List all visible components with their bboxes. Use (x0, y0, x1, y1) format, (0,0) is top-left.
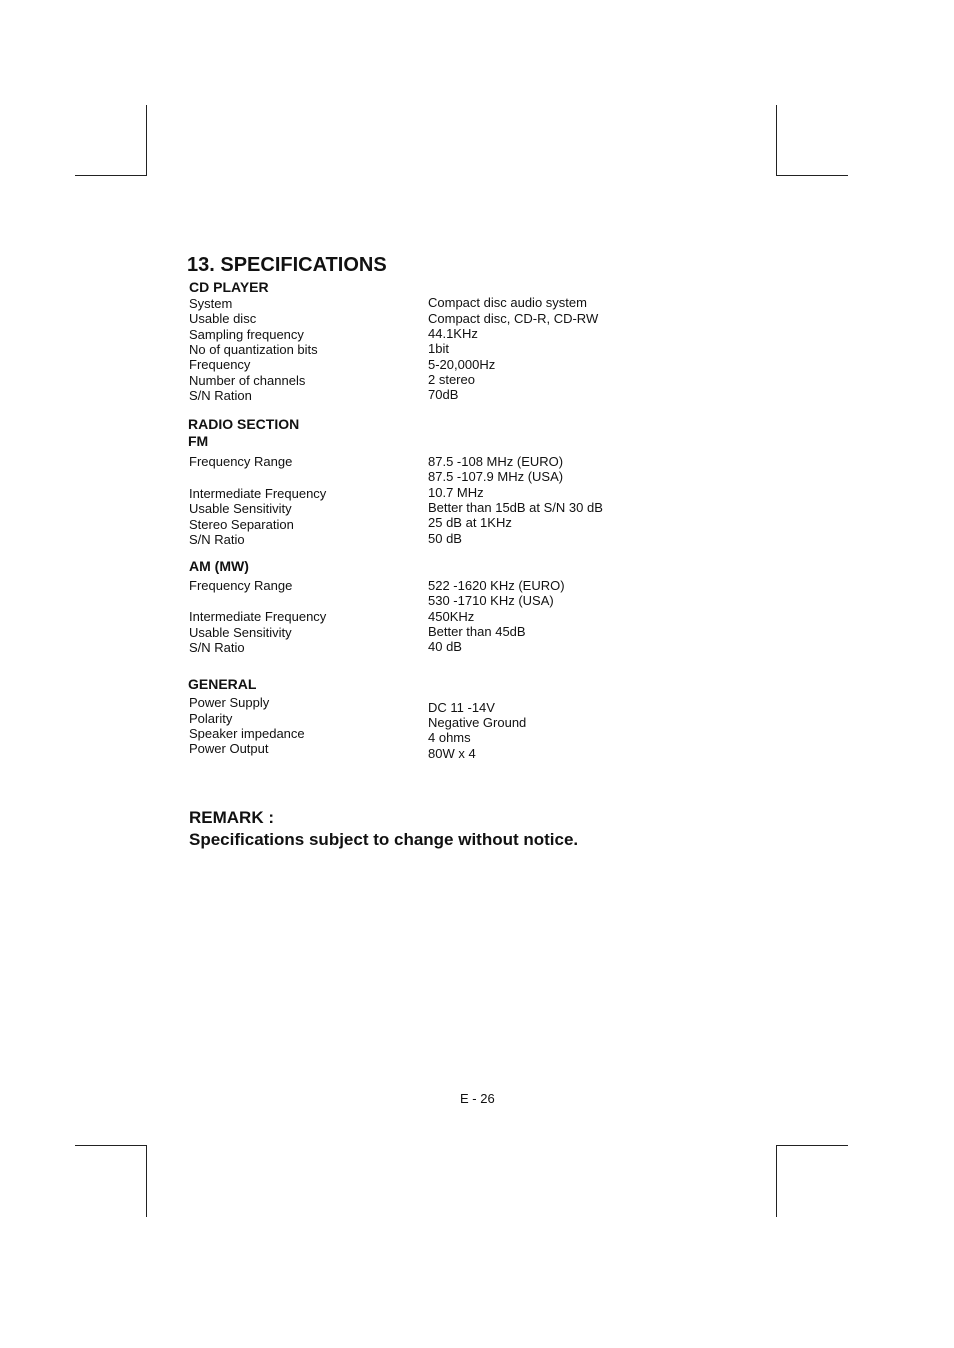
spec-value: 25 dB at 1KHz (428, 515, 512, 530)
spec-label: Usable Sensitivity (189, 501, 292, 516)
spec-value: Better than 45dB (428, 624, 526, 639)
spec-value: 1bit (428, 341, 449, 356)
crop-mark-bottom-right-horizontal (776, 1145, 848, 1146)
spec-value: 530 -1710 KHz (USA) (428, 593, 554, 608)
radio-section-heading: RADIO SECTION (188, 416, 300, 432)
spec-label: Usable Sensitivity (189, 625, 292, 640)
spec-label: System (189, 296, 233, 311)
general-heading: GENERAL (188, 676, 257, 692)
fm-heading: FM (188, 433, 209, 449)
crop-mark-bottom-right-vertical (776, 1145, 777, 1217)
spec-label: Sampling frequency (189, 327, 304, 342)
spec-label: Frequency Range (189, 578, 293, 593)
crop-mark-bottom-left-horizontal (75, 1145, 147, 1146)
am-heading: AM (MW) (189, 558, 249, 574)
spec-value: 80W x 4 (428, 746, 476, 761)
spec-label: Speaker impedance (189, 726, 305, 741)
spec-label: S/N Ratio (189, 532, 245, 547)
spec-label: Power Supply (189, 695, 270, 710)
spec-label: Power Output (189, 741, 269, 756)
spec-label: No of quantization bits (189, 342, 318, 357)
spec-label: S/N Ration (189, 388, 252, 403)
spec-label: Intermediate Frequency (189, 609, 327, 624)
spec-value: Compact disc, CD-R, CD-RW (428, 311, 599, 326)
spec-label: Frequency (189, 357, 251, 372)
spec-value: DC 11 -14V (428, 700, 495, 715)
spec-value: 5-20,000Hz (428, 357, 496, 372)
cd-player-heading: CD PLAYER (189, 279, 269, 295)
spec-value: 450KHz (428, 609, 475, 624)
crop-mark-top-left-horizontal (75, 175, 147, 176)
spec-value: Negative Ground (428, 715, 527, 730)
spec-value: 40 dB (428, 639, 462, 654)
spec-value: 87.5 -108 MHz (EURO) (428, 454, 564, 469)
crop-mark-top-left-vertical (146, 105, 147, 176)
crop-mark-bottom-left-vertical (146, 1145, 147, 1217)
spec-label: Number of channels (189, 373, 306, 388)
spec-label: Stereo Separation (189, 517, 294, 532)
spec-value: 10.7 MHz (428, 485, 484, 500)
remark-text: Specifications subject to change without notice. (189, 830, 579, 849)
spec-value: 44.1KHz (428, 326, 478, 341)
page-number: E - 26 (460, 1091, 495, 1106)
crop-mark-top-right-vertical (776, 105, 777, 176)
spec-label: Polarity (189, 711, 233, 726)
page-title: 13. SPECIFICATIONS (187, 254, 387, 276)
spec-value: 2 stereo (428, 372, 475, 387)
spec-label: Intermediate Frequency (189, 486, 327, 501)
spec-label: Usable disc (189, 311, 257, 326)
spec-value: 50 dB (428, 531, 462, 546)
crop-mark-top-right-horizontal (776, 175, 848, 176)
spec-value: Compact disc audio system (428, 295, 587, 310)
remark-heading: REMARK : (189, 808, 274, 827)
spec-value: 522 -1620 KHz (EURO) (428, 578, 565, 593)
spec-label: Frequency Range (189, 454, 293, 469)
spec-value: 4 ohms (428, 730, 471, 745)
spec-value: Better than 15dB at S/N 30 dB (428, 500, 603, 515)
spec-value: 70dB (428, 387, 459, 402)
spec-value: 87.5 -107.9 MHz (USA) (428, 469, 564, 484)
spec-label: S/N Ratio (189, 640, 245, 655)
